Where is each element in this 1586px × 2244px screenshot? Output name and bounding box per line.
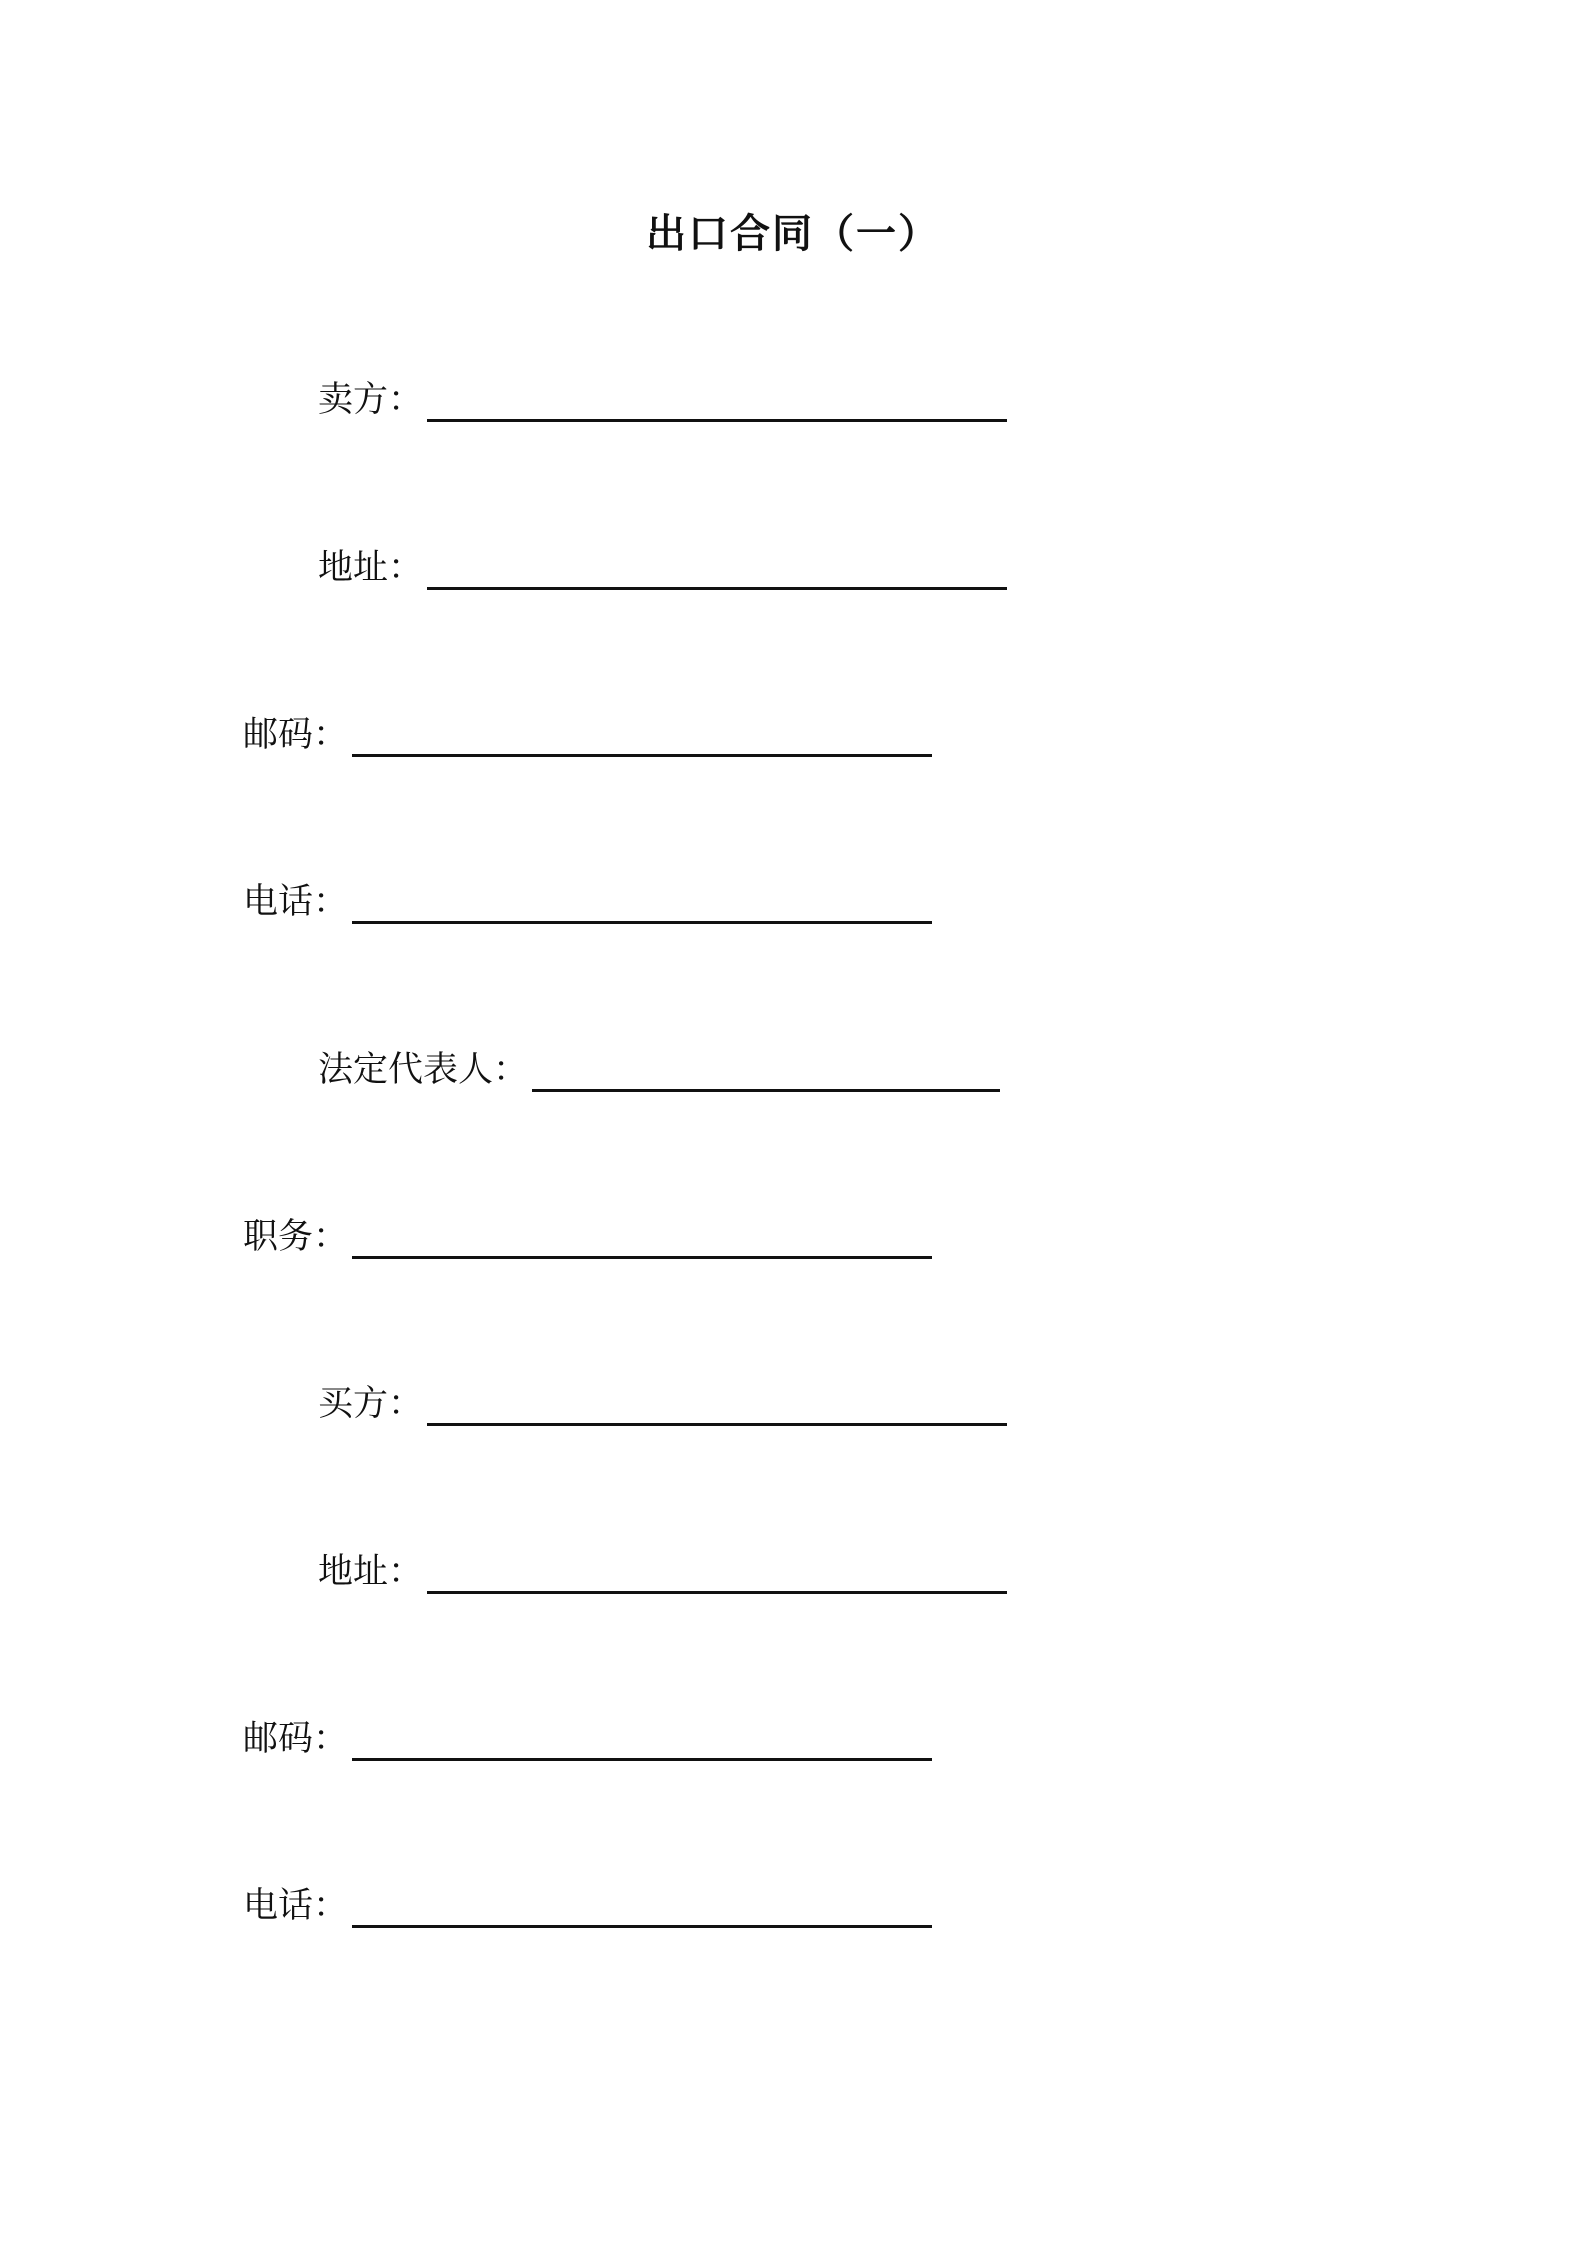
seller-address-blank-line[interactable] — [427, 587, 1007, 590]
buyer-blank-line[interactable] — [427, 1423, 1007, 1426]
position-blank-line[interactable] — [352, 1256, 932, 1259]
buyer-phone-field — [243, 1874, 932, 1930]
seller-field — [318, 368, 1007, 424]
document-title: 出口合同（一） — [646, 210, 940, 257]
buyer-field — [318, 1372, 1007, 1428]
buyer-address-field — [318, 1540, 1007, 1596]
seller-phone-label: 电话： — [243, 882, 349, 922]
legal-representative-blank-line[interactable] — [532, 1089, 1000, 1092]
seller-postcode-field — [243, 703, 932, 759]
seller-phone-field — [243, 870, 932, 926]
buyer-postcode-label: 邮码： — [243, 1719, 349, 1759]
buyer-label: 买方： — [318, 1384, 424, 1424]
seller-phone-blank-line[interactable] — [352, 921, 932, 924]
buyer-phone-label: 电话： — [243, 1886, 349, 1926]
buyer-address-blank-line[interactable] — [427, 1591, 1007, 1594]
buyer-address-label: 地址： — [318, 1552, 424, 1592]
seller-postcode-blank-line[interactable] — [352, 754, 932, 757]
seller-label: 卖方： — [318, 380, 424, 420]
legal-representative-field — [318, 1038, 1000, 1094]
legal-representative-label: 法定代表人： — [318, 1050, 529, 1090]
seller-blank-line[interactable] — [427, 419, 1007, 422]
buyer-phone-blank-line[interactable] — [352, 1925, 932, 1928]
seller-address-label: 地址： — [318, 548, 424, 588]
seller-postcode-label: 邮码： — [243, 715, 349, 755]
buyer-postcode-blank-line[interactable] — [352, 1758, 932, 1761]
position-label: 职务： — [243, 1217, 349, 1257]
buyer-postcode-field — [243, 1707, 932, 1763]
seller-address-field — [318, 536, 1007, 592]
position-field — [243, 1205, 932, 1261]
